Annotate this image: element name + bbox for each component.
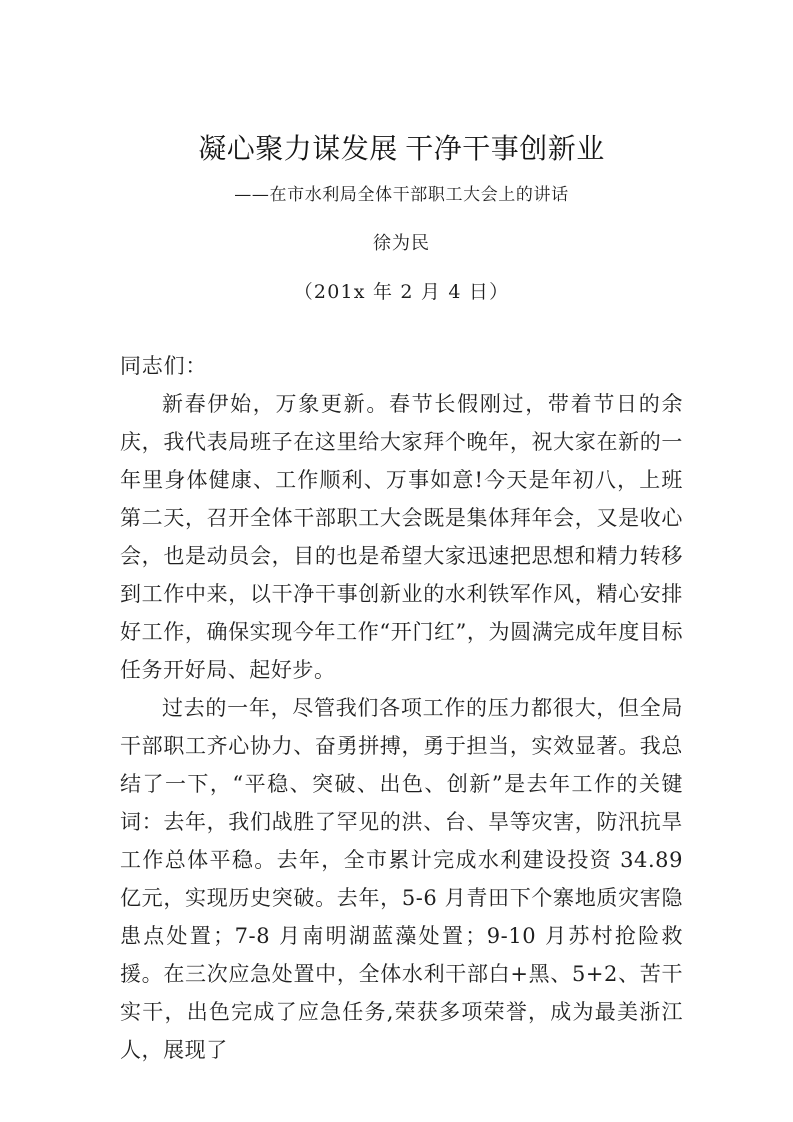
document-date: （201x 年 2 月 4 日）: [293, 280, 510, 303]
body-paragraph-1: 新春伊始，万象更新。春节长假刚过，带着节日的余庆，我代表局班子在这里给大家拜个晚年，祝大家在新的一年里身体健康、工作顺利、万事如意!今天是年初八，上班第二天，召开全体干部职工大会既是集体拜年会，又是收心会，也是动员会，目的也是希望大家迅速把思想和精力转移到工作中来，以干净干事创新业的水利铁军作风，精心安排好工作，确保实现今年工作“开门红”，为圆满完成年度目标任务开好局、起好步。: [120, 391, 683, 682]
body-paragraph-2: 过去的一年，尽管我们各项工作的压力都很大，但全局干部职工齐心协力、奋勇拼搏，勇于担当，实效显著。我总结了一下，“平稳、突破、出色、创新”是去年工作的关键词：去年，我们战胜了罕见的洪、台、旱等灾害，防汛抗旱工作总体平稳。去年，全市累计完成水利建设投资 34.89 亿元，实现历史突破。去年，5-6 月青田下个寨地质灾害隐患点处置；7-8 月南明湖蓝藻处置；9-10 月苏村抢险救援。在三次应急处置中，全体水利干部白+黑、5+2、苦干实干，出色完成了应急任务,荣获多项荣誉，成为最美浙江人，展现了: [120, 695, 683, 1062]
document-body: [120, 304, 683, 1069]
document-subtitle: ——在市水利局全体干部职工大会上的讲话: [234, 184, 569, 205]
document-title: 凝心聚力谋发展 干净干事创新业: [198, 134, 605, 165]
document-author: 徐为民: [373, 232, 430, 254]
salutation: 同志们：: [120, 353, 208, 378]
